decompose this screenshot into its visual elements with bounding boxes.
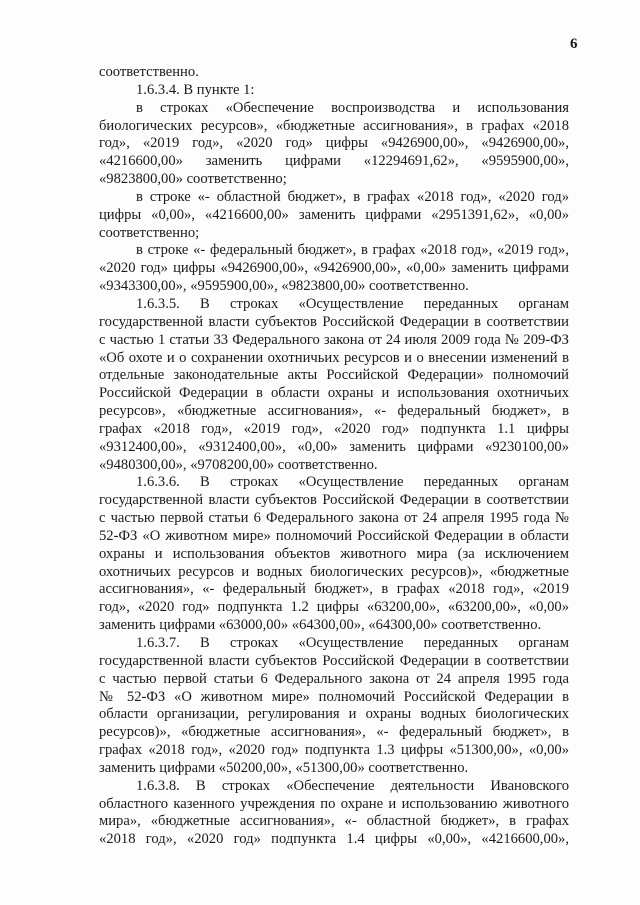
text-line: 1.6.3.7. В строках «Осуществление переданных органам — [136, 635, 569, 651]
text-line: охраны и использования объектов животного мира (за исключением — [99, 545, 569, 562]
text-line: 1.6.3.8. В строках «Обеспечение деятельности Ивановского — [136, 777, 569, 794]
text-line: государственной власти субъектов Российской Федерации в соответствии — [99, 652, 569, 669]
text-line: «9480300,00», «9708200,00» соответственно. — [99, 456, 378, 473]
text-line: «9312400,00», «9312400,00», «0,00» заменить цифрами «9230100,00» — [99, 438, 569, 455]
text-line: год», «2019 год», «2020 год» цифры «9426900,00», «9426900,00», — [99, 135, 569, 152]
text-line: областного казенного учреждения по охране и использованию животного — [99, 795, 569, 812]
text-line: заменить цифрами «63000,00» «64300,00», «64300,00» соответственно. — [99, 617, 542, 634]
text-line: 1.6.3.4. В пункте 1: — [136, 81, 255, 98]
text-line: графах «2018 год», «2019 год», «2020 год» подпункта 1.1 цифры — [99, 420, 569, 437]
text-line: «9823800,00» соответственно; — [99, 171, 287, 188]
text-line: в строке «- федеральный бюджет», в графах «2018 год», «2019 год», — [136, 242, 569, 259]
text-line: с частью первой статьи 6 Федерального закона от 24 апреля 1995 года № — [99, 510, 569, 527]
text-line: соответственно; — [99, 224, 200, 241]
document-body — [99, 64, 569, 849]
text-line: ресурсов», «бюджетные ассигнования», «- федеральный бюджет», в — [99, 403, 569, 420]
text-line: 1.6.3.5. В строках «Осуществление переданных органам — [136, 295, 569, 312]
text-line: в строках «Обеспечение воспроизводства и использования — [136, 99, 569, 116]
text-line: мира», «бюджетные ассигнования», «- областной бюджет», в графах — [99, 813, 569, 830]
text-line: с частью первой статьи 6 Федерального закона от 24 апреля 1995 года — [99, 670, 569, 687]
text-line: заменить цифрами «50200,00», «51300,00» соответственно. — [99, 759, 469, 776]
text-line: отдельные законодательные акты Российской Федерации» полномочий — [99, 367, 569, 384]
text-line: охотничьих ресурсов и водных биологических ресурсов)», «бюджетные — [99, 563, 569, 580]
text-line: «2018 год», «2020 год» подпункта 1.4 цифры «0,00», «4216600,00», — [99, 831, 569, 848]
text-line: год», «2020 год» подпункта 1.2 цифры «63200,00», «63200,00», «0,00» — [99, 599, 569, 616]
text-line: «9343300,00», «9595900,00», «9823800,00» соответственно. — [99, 278, 469, 295]
text-line: «4216600,00» заменить цифрами «12294691,62», «9595900,00», — [99, 153, 569, 170]
text-line: «2020 год» цифры «9426900,00», «9426900,00», «0,00» заменить цифрами — [99, 260, 569, 277]
text-line: № 52-ФЗ «О животном мире» полномочий Российской Федерации в — [99, 688, 569, 705]
text-line: в строке «- областной бюджет», в графах «2018 год», «2020 год» — [136, 188, 569, 205]
text-line: цифры «0,00», «4216600,00» заменить цифрами «2951391,62», «0,00» — [99, 206, 569, 223]
text-line: биологических ресурсов», «бюджетные ассигнования», в графах «2018 — [99, 117, 569, 134]
text-line: государственной власти субъектов Российской Федерации в соответствии — [99, 492, 569, 509]
text-line: ресурсов)», «бюджетные ассигнования», «- федеральный бюджет», в — [99, 724, 569, 741]
text-line: 52-ФЗ «О животном мире» полномочий Российской Федерации в области — [99, 527, 569, 544]
text-line: области организации, регулирования и охраны водных биологических — [99, 706, 569, 723]
text-line: соответственно. — [99, 64, 199, 80]
text-line: «Об охоте и о сохранении охотничьих ресурсов и о внесении изменений в — [99, 349, 569, 366]
text-line: графах «2018 год», «2020 год» подпункта 1.3 цифры «51300,00», «0,00» — [99, 742, 569, 759]
page-number: 6 — [570, 36, 578, 52]
text-line: ассигнования», «- федеральный бюджет», в графах «2018 год», «2019 — [99, 581, 569, 598]
text-line: с частью 1 статьи 33 Федерального закона от 24 июля 2009 года № 209-ФЗ — [99, 331, 569, 348]
text-line: Российской Федерации в области охраны и использования охотничьих — [99, 385, 569, 402]
text-line: государственной власти субъектов Российской Федерации в соответствии — [99, 313, 569, 330]
text-line: 1.6.3.6. В строках «Осуществление переданных органам — [136, 474, 569, 491]
